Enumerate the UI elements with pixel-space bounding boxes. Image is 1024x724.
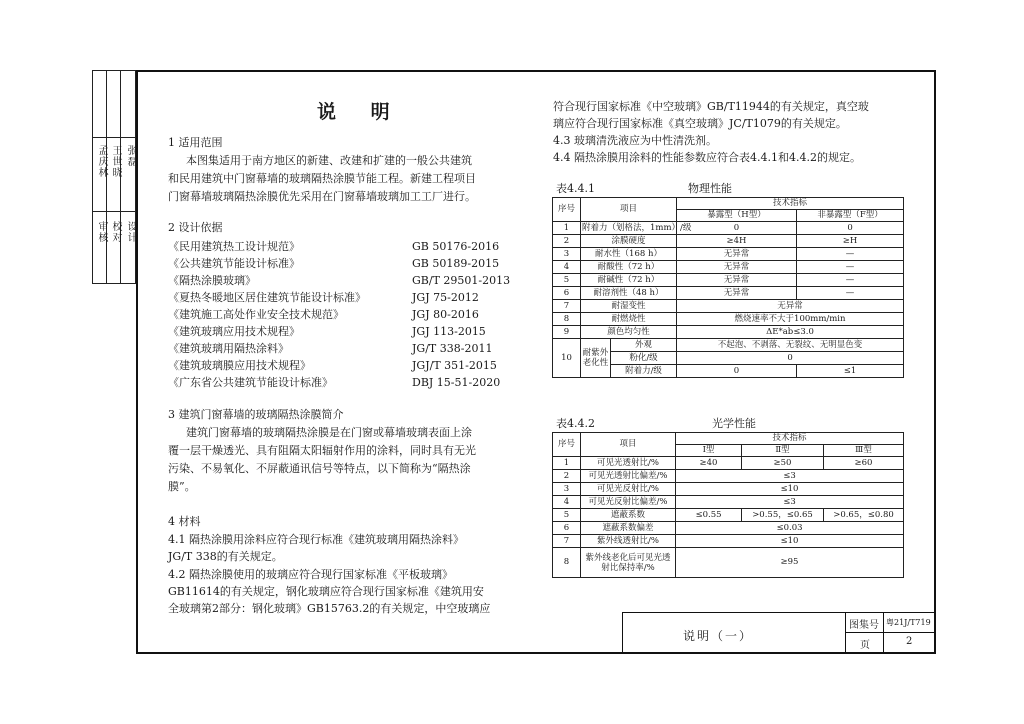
cell-value: 无异常 [677,248,797,261]
cell-value: ≤3 [676,496,904,509]
cell-item: 耐水性（168 h） [581,248,677,261]
cell-item: 耐碱性（72 h） [581,274,677,287]
cell-subitem: 外观 [611,339,677,352]
section-4-line: GB11614的有关规定，钢化玻璃应符合现行国家标准《建筑用安 [168,585,484,598]
cell-value: ≥4H [677,235,797,248]
section-2-heading: 2 设计依据 [168,221,223,234]
standard-name: 《民用建筑热工设计规范》 [168,240,300,253]
atlas-label-cell [845,613,883,633]
table-row [553,300,904,313]
sidebar-role-review: 审核 [96,221,107,243]
cell-no: 1 [553,457,581,470]
table-2-title: 光学性能 [712,417,756,430]
cell-no: 6 [553,287,581,300]
cell-value: — [797,261,904,274]
right-line: 符合现行国家标准《中空玻璃》GB/T11944的有关规定，真空玻 [553,100,869,113]
cell-item: 耐溶剂性（48 h） [581,287,677,300]
cell-no: 5 [553,509,581,522]
cell-value: ≥H [797,235,904,248]
page-title: 说 明 [317,101,404,123]
cell-no: 8 [553,548,581,578]
cell-value: — [797,287,904,300]
page-label: 页 [860,640,870,651]
sidebar-name-3: 张磊 [125,145,136,167]
standard-code: JG/T 338-2011 [412,342,493,355]
table-row [553,261,904,274]
sidebar-col-signs [121,71,136,283]
standard-code: JGJ 80-2016 [412,308,479,321]
section-1-line: 和民用建筑中门窗幕墙的玻璃隔热涂膜节能工程。新建工程项目 [168,172,476,185]
cell-item: 涂膜硬度 [581,235,677,248]
cell-value: 0 [677,365,797,378]
table-header: 项目 [581,433,676,457]
cell-subitem: 粉化/级 [611,352,677,365]
standard-code: GB/T 29501-2013 [412,274,511,287]
table-row [553,339,904,352]
table-header: 项目 [581,198,677,222]
sidebar-role-design: 设计 [125,221,136,243]
cell-no: 1 [553,222,581,235]
table-row [553,222,904,235]
cell-no: 4 [553,496,581,509]
title-block [622,612,934,652]
atlas-no-cell [883,613,935,633]
cell-item: 可见光透射比偏差/% [581,470,676,483]
standard-code: JGJ 113-2015 [412,325,486,338]
table-header: 技术指标 [677,198,904,210]
cell-value: ≤10 [676,535,904,548]
cell-no: 2 [553,470,581,483]
signature-strip [92,70,136,284]
standard-code: DBJ 15-51-2020 [412,376,501,389]
table-header: Ⅰ型 [676,445,742,457]
optical-properties-table [552,432,904,578]
standard-name: 《建筑玻璃膜应用技术规程》 [168,359,311,372]
cell-item: 遮蔽系数 [581,509,676,522]
section-4-line: 全玻璃第2部分：钢化玻璃》GB15763.2的有关规定，中空玻璃应 [168,602,491,615]
cell-item: 可见光透射比/% [581,457,676,470]
table-row [553,483,904,496]
standard-code: GB 50189-2015 [412,257,500,270]
table-header: Ⅲ型 [824,445,904,457]
table-row [553,274,904,287]
cell-item: 遮蔽系数偏差 [581,522,676,535]
table-1-title: 物理性能 [688,182,732,195]
table-row [553,509,904,522]
cell-value: ≥40 [676,457,742,470]
table-row [553,548,904,578]
right-line: 4.3 玻璃清洗液应为中性清洗剂。 [553,134,717,147]
cell-value: 0 [677,352,904,365]
section-4-line: 4.2 隔热涂膜使用的玻璃应符合现行国家标准《平板玻璃》 [168,568,453,581]
cell-item: 附着力（划格法，1mm）/级 [582,222,692,233]
cell-value: 无异常 [677,274,797,287]
page-label-cell [845,633,883,653]
cell-no: 9 [553,326,581,339]
cell-item: 紫外线老化后可见光透射比保持率/% [581,548,676,578]
cell-value: ≥50 [742,457,824,470]
table-row [553,496,904,509]
cell-value: 不起泡、不剥落、无裂纹、无明显色变 [677,339,904,352]
table-header: 非暴露型（F型） [797,210,904,222]
title-block-name-cell [623,613,845,653]
table-row [553,522,904,535]
sidebar-role-check: 校对 [110,221,121,243]
cell-no: 3 [553,483,581,496]
cell-value: ≥95 [676,548,904,578]
section-4-line: JG/T 338的有关规定。 [168,550,283,563]
section-4-line: 4.1 隔热涂膜用涂料应符合现行标准《建筑玻璃用隔热涂料》 [168,533,464,546]
right-line: 璃应符合现行国家标准《真空玻璃》JC/T1079的有关规定。 [553,117,847,130]
cell-value: >0.55，≤0.65 [742,509,824,522]
cell-value: ≤1 [797,365,904,378]
sidebar-name-2: 王世晓 [110,145,121,178]
cell-no: 10 [553,339,581,378]
section-1-line: 本图集适用于南方地区的新建、改建和扩建的一般公共建筑 [186,154,472,167]
table-header: 技术指标 [676,433,904,445]
cell-value: ≤0.03 [676,522,904,535]
standard-name: 《建筑玻璃应用技术规程》 [168,325,300,338]
section-3-line: 覆一层干燥透光、具有阻隔太阳辐射作用的涂料，同时具有无光 [168,444,476,457]
cell-item: 颜色均匀性 [581,326,677,339]
cell-item: 可见光反射比/% [581,483,676,496]
section-1-heading: 1 适用范围 [168,136,223,149]
cell-item: 耐燃烧性 [581,313,677,326]
standard-code: GB 50176-2016 [412,240,500,253]
cell-no: 3 [553,248,581,261]
cell-no: 6 [553,522,581,535]
section-3-line: 膜”。 [168,480,196,493]
standard-name: 《建筑玻璃用隔热涂料》 [168,342,289,355]
table-2-label: 表4.4.2 [556,417,595,430]
cell-value: ≤10 [676,483,904,496]
standard-code: JGJ 75-2012 [412,291,479,304]
standard-name: 《公共建筑节能设计标准》 [168,257,300,270]
atlas-label: 图集号 [849,620,879,631]
table-1-label: 表4.4.1 [556,182,595,195]
table-row [553,535,904,548]
cell-value: — [797,274,904,287]
standard-name: 《广东省公共建筑节能设计标准》 [168,376,333,389]
cell-no: 7 [553,535,581,548]
cell-no: 5 [553,274,581,287]
cell-value: ≤3 [676,470,904,483]
cell-value: 0 [677,222,797,235]
standard-code: JGJ/T 351-2015 [412,359,497,372]
physical-properties-table [552,197,904,378]
page-number: 2 [906,636,913,647]
sidebar-name-1: 孟庆林 [96,145,107,178]
section-3-line: 建筑门窗幕墙的玻璃隔热涂膜是在门窗或幕墙玻璃表面上涂 [186,426,472,439]
cell-value: 无异常 [677,287,797,300]
cell-value: 无异常 [677,300,904,313]
cell-value: ≤0.55 [676,509,742,522]
cell-value: 0 [797,222,904,235]
table-row [553,235,904,248]
table-row [553,457,904,470]
atlas-number: 粤21J/T719 [886,618,931,627]
table-row [553,287,904,300]
cell-no: 7 [553,300,581,313]
cell-item: 耐紫外老化性 [581,339,611,378]
cell-item: 可见光反射比偏差/% [581,496,676,509]
section-4-heading: 4 材料 [168,515,201,528]
section-1-line: 门窗幕墙玻璃隔热涂膜优先采用在门窗幕墙玻璃加工工厂进行。 [168,190,476,203]
cell-value: 燃烧速率不大于100mm/min [677,313,904,326]
table-row [553,470,904,483]
table-header: Ⅱ型 [742,445,824,457]
table-row [553,248,904,261]
standard-name: 《夏热冬暖地区居住建筑节能设计标准》 [168,291,366,304]
cell-no: 4 [553,261,581,274]
cell-value: — [797,248,904,261]
section-3-heading: 3 建筑门窗幕墙的玻璃隔热涂膜简介 [168,408,344,421]
drawing-name: 说明（一） [683,629,754,643]
cell-value: ΔE*ab≤3.0 [677,326,904,339]
table-header: 暴露型（H型） [677,210,797,222]
cell-no: 8 [553,313,581,326]
cell-subitem: 附着力/级 [611,365,677,378]
cell-value: >0.65，≤0.80 [824,509,904,522]
table-row [553,326,904,339]
cell-item: 紫外线透射比/% [581,535,676,548]
cell-item: 耐酸性（72 h） [581,261,677,274]
right-line: 4.4 隔热涂膜用涂料的性能参数应符合表4.4.1和4.4.2的规定。 [553,151,861,164]
cell-item: 耐湿变性 [581,300,677,313]
standard-name: 《隔热涂膜玻璃》 [168,274,256,287]
table-header: 序号 [553,198,581,222]
standard-name: 《建筑施工高处作业安全技术规范》 [168,308,344,321]
cell-value: ≥60 [824,457,904,470]
table-row [553,313,904,326]
cell-no: 2 [553,235,581,248]
cell-value: 无异常 [677,261,797,274]
page-no-cell [883,633,935,653]
section-3-line: 污染、不易氧化、不屏蔽通讯信号等特点，以下简称为“隔热涂 [168,462,471,475]
table-header: 序号 [553,433,581,457]
